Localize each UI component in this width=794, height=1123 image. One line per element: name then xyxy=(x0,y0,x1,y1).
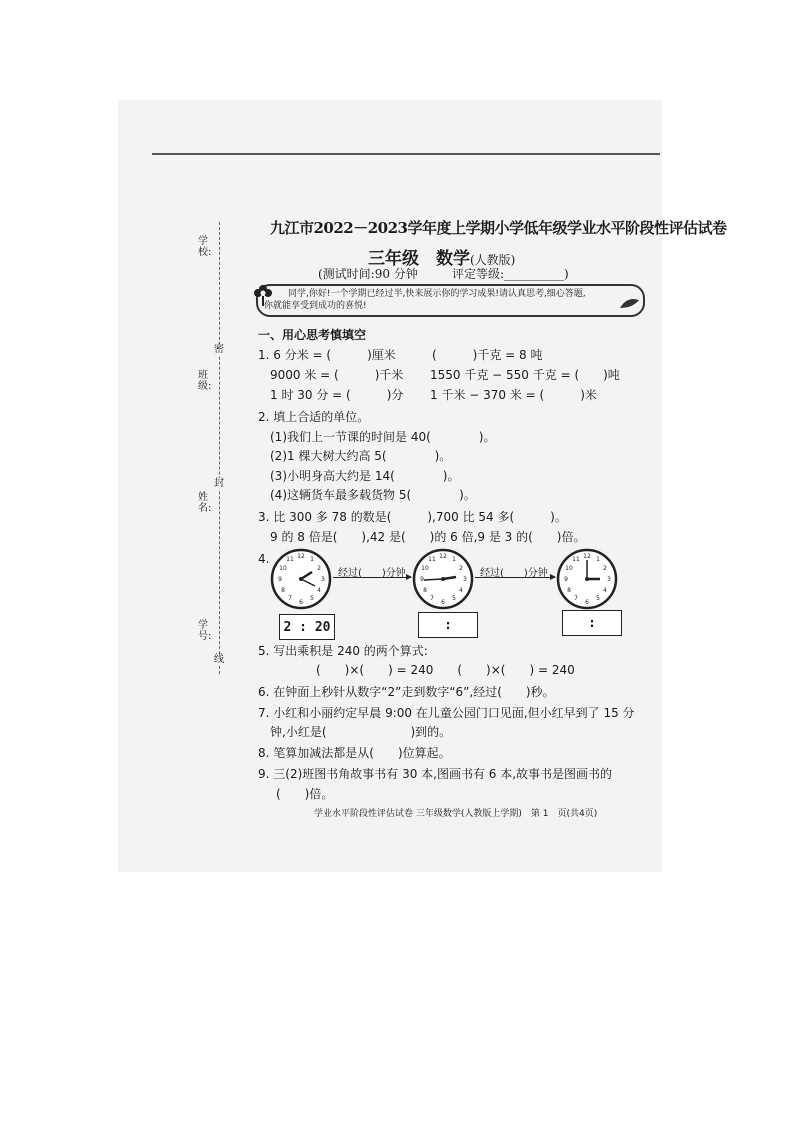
clock-1 xyxy=(270,548,332,610)
seal-line xyxy=(219,222,220,674)
svg-text:10: 10 xyxy=(565,565,573,572)
exam-title: 九江市2022－2023学年度上学期小学低年级学业水平阶段性评估试卷 xyxy=(270,219,727,237)
svg-text:2: 2 xyxy=(603,565,607,572)
q6: 6. 在钟面上秒针从数字“2”走到数字“6”,经过( )秒。 xyxy=(258,685,555,699)
q2-4: (4)这辆货车最多载货物 5( )。 xyxy=(270,488,476,502)
q1-f: 1 千米 − 370 米 = ( )米 xyxy=(430,388,597,402)
q9-b: ( )倍。 xyxy=(276,787,334,801)
q9-a: 9. 三(2)班图书角故事书有 30 本,图画书有 6 本,故事书是图画书的 xyxy=(258,767,613,781)
edition-label: (人教版) xyxy=(470,253,516,267)
test-time: (测试时间:90 分钟 xyxy=(318,267,418,281)
svg-text:1: 1 xyxy=(452,556,456,563)
q1-d: 1550 千克 − 550 千克 = ( )吨 xyxy=(430,368,620,382)
svg-text:8: 8 xyxy=(281,587,285,594)
q8: 8. 笔算加减法都是从( )位算起。 xyxy=(258,746,451,760)
q2-1: (1)我们上一节课的时间是 40( )。 xyxy=(270,430,496,444)
svg-text:5: 5 xyxy=(452,595,456,602)
svg-text:7: 7 xyxy=(430,595,434,602)
svg-text:4: 4 xyxy=(317,587,321,594)
svg-text:6: 6 xyxy=(585,599,589,606)
side-number-label: 学号: xyxy=(198,620,212,642)
q2-3: (3)小明身高大约是 14( )。 xyxy=(270,469,460,483)
svg-text:3: 3 xyxy=(607,576,611,583)
svg-text:10: 10 xyxy=(279,565,287,572)
time-box-3[interactable]: : xyxy=(562,610,622,636)
svg-text:9: 9 xyxy=(278,576,282,583)
seal-mi: 密 xyxy=(214,344,224,355)
q1-b: ( )千克 = 8 吨 xyxy=(432,348,543,362)
leaf-icon xyxy=(619,296,641,310)
clock-3 xyxy=(556,548,618,610)
svg-text:5: 5 xyxy=(596,595,600,602)
section-heading: 一、用心思考慎填空 xyxy=(258,328,367,342)
svg-text:2: 2 xyxy=(317,565,321,572)
seal-xian: 线 xyxy=(214,654,224,665)
q1-e: 1 时 30 分 = ( )分 xyxy=(270,388,404,402)
top-rule xyxy=(152,153,660,155)
side-class-label: 班级: xyxy=(198,370,212,392)
svg-text:12: 12 xyxy=(297,553,305,560)
svg-text:7: 7 xyxy=(574,595,578,602)
arrow-2-label: 经过( )分钟 xyxy=(480,568,548,579)
svg-text:5: 5 xyxy=(310,595,314,602)
seal-feng: 封 xyxy=(214,478,224,489)
time-box-1: 2 : 20 xyxy=(279,614,335,640)
q2-2: (2)1 棵大树大约高 5( )。 xyxy=(270,449,452,463)
svg-text:8: 8 xyxy=(423,587,427,594)
q3-b: 9 的 8 倍是( ),42 是( )的 6 倍,9 是 3 的( )倍。 xyxy=(270,530,586,544)
svg-text:12: 12 xyxy=(583,553,591,560)
svg-text:9: 9 xyxy=(420,576,424,583)
grade-level-field: 评定等级:__________) xyxy=(452,267,569,281)
svg-text:2: 2 xyxy=(459,565,463,572)
q7-b: 钟,小红是( )到的。 xyxy=(270,725,452,739)
banner-line-2: 你就能享受到成功的喜悦! xyxy=(264,301,367,311)
side-school-label: 学校: xyxy=(198,236,212,258)
svg-text:11: 11 xyxy=(428,556,436,563)
greeting-banner xyxy=(256,284,645,317)
q3-a: 3. 比 300 多 78 的数是( ),700 比 54 多( )。 xyxy=(258,510,567,524)
svg-text:3: 3 xyxy=(321,576,325,583)
svg-text:6: 6 xyxy=(441,599,445,606)
svg-text:12: 12 xyxy=(439,553,447,560)
q7-a: 7. 小红和小丽约定早晨 9:00 在儿童公园门口见面,但小红早到了 15 分 xyxy=(258,706,635,720)
grade-subject-text: 三年级 数学 xyxy=(368,249,470,269)
q2: 2. 填上合适的单位。 xyxy=(258,410,370,424)
side-name-label: 姓名: xyxy=(198,492,212,514)
svg-text:1: 1 xyxy=(596,556,600,563)
svg-text:10: 10 xyxy=(421,565,429,572)
svg-text:1: 1 xyxy=(310,556,314,563)
svg-text:7: 7 xyxy=(288,595,292,602)
q5-a: ( )×( ) = 240 ( )×( ) = 240 xyxy=(316,663,575,677)
svg-text:11: 11 xyxy=(572,556,580,563)
svg-text:6: 6 xyxy=(299,599,303,606)
svg-text:8: 8 xyxy=(567,587,571,594)
arrow-1-label: 经过( )分钟 xyxy=(338,568,406,579)
svg-text:4: 4 xyxy=(603,587,607,594)
q4-number: 4. xyxy=(258,552,270,566)
clock-2 xyxy=(412,548,474,610)
banner-line-1: 同学,你好!一个学期已经过半,快来展示你的学习成果!请认真思考,细心答题, xyxy=(288,289,586,299)
time-box-2[interactable]: : xyxy=(418,612,478,638)
q1-c: 9000 米 = ( )千米 xyxy=(270,368,404,382)
q5: 5. 写出乘积是 240 的两个算式: xyxy=(258,644,428,658)
svg-text:9: 9 xyxy=(564,576,568,583)
page-footer: 学业水平阶段性评估试卷 三年级数学(人教版上学期) 第 1 页(共4页) xyxy=(314,809,598,819)
svg-text:11: 11 xyxy=(286,556,294,563)
svg-text:3: 3 xyxy=(463,576,467,583)
q1-a: 1. 6 分米 = ( )厘米 xyxy=(258,348,396,362)
svg-text:4: 4 xyxy=(459,587,463,594)
